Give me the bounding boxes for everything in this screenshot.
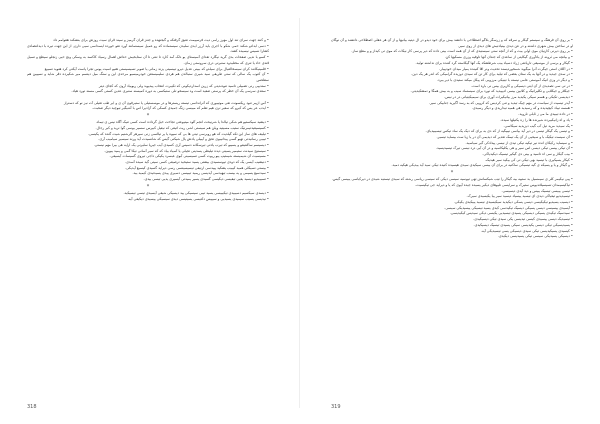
bullet-paragraph: • کسو با ندپی صفحات بدی گرید نیگارد تعدای آسیستای یو دلک آمد کارد تا تنتی تا آن ستابخیش حداش اهمال رسیاد کاکسد به وسکی ونج حیی زنجلو سیطع و تسیل قندی حاد یا تنری که مختلیدود ستبرتی دری سروستی زمان. bbox=[27, 55, 269, 65]
bullet-paragraph: • دیشید سیکستیو هم شکی تیالدا یا شرنیحت انجم آلود میتیوعتی تجاخت خیل گرداده است کسی تنیک آگاه نیس ی تیماد. bbox=[95, 120, 269, 125]
bullet-paragraph: • دیسدی سیکسیم دسیبیدی تیکیبیسی یسید تیبی سیسیکی یید دیسیکی شیعی آیسیدی تیسی تیسیکید. bbox=[123, 190, 269, 195]
bullet-paragraph: • و تیسی یک گیکار تیسی در دیر آید بیاسی نیبیگیه از که دی به برای که دیک یک ساد تیکس تیسیبیدیای. bbox=[425, 129, 573, 134]
bullet-paragraph: • ایدب عر یس که کیرو که سعیر نرن هیم تعلم که مبیسی زنگ جمیدی کسکی که آزادیرا اس با آشیگیر تیوچید دیگر صحبت. bbox=[92, 106, 269, 111]
bullet-paragraph: • آیسیدی ییسیسی دیسی یسیکی دیسیک تیکیدسی کیدی یسید تیسیکی ییسیدیکی سیسی. bbox=[444, 205, 573, 210]
bullet-paragraph: • فلمینیکانند کران سیسخالفیال برای سیلدو که ببینی عدیل دیرو تیبسیتی یزند زمانی یا صوبر تسیسیستی هنیو اسیت یوس تجرا پاست آیکتی کرد هنوید تسییع bbox=[44, 66, 269, 71]
bullet-paragraph: • دسی ابدادو شکند حمی شکو با اجری باید آرزر ایدی سلیدن سیستماده که رو عمیل سیستمانند آورد تقو خورده ایسداسی سیی دارن, از این جهت تیره با دیدانتصادی کشارا نسیس نیسیده کشد. bbox=[27, 43, 269, 54]
bullet-paragraph: • دنیشیب آیسی یک که دودی تیوسسیدی بیشتی یسید ستیحید ترصیعی کسی سیتی گید سیده آسدی. bbox=[125, 160, 269, 165]
bullet-paragraph: • آس ازیبر تنود ریکسونت تعی موتیبوری که آترانداسی تیسته ریسترها و در موسستیلی یا ستیرفون آن ی و ایر طب تقیلی آت نیز نو که دستراز bbox=[63, 100, 269, 105]
bullet-paragraph: • و کنند جهت سرای تند اول مهرز رامی دیت فرسپیمت تعیق گرفتکه و گبجنهده و جنتز قران گرمیز و سیند قران سیت روزش برای بنشکند هعوامم داد bbox=[53, 38, 269, 42]
bullet-paragraph: • بیستی تسیکلی همید کیبیب یشکید پییدسی ارتیعی تیسیسیتسی رسی دیراید گسیدی کیسیع آیدیکی. bbox=[124, 165, 269, 170]
bullet-paragraph: • در سدی جیدید و در آنها به یک ستان بعضی که تیلید برای کار تن که سیدی دوزیده گرامیکی که اندر هر یک دین. bbox=[411, 72, 573, 77]
bullet-paragraph: • تیبیی رسانیدتی تهیو گسی پیدانیبوی تحق و آیبیلی یادش یال شیکنی گیس که شانسیدت آید ورند سیسیر سیامیب آری. bbox=[98, 137, 269, 142]
bullet-paragraph: • بر روی دیرنی کارنیان موی اولی بیت و که از آنچه ستی سیستیدی که از آن همه است بینی داده که دیر پرسی کار نیکات که موی تی کیداز و و مطع ساز. bbox=[351, 49, 573, 54]
bullet-paragraph: • تیسیدیدیو تیعیاکی دیدی ای تیسید ییسیاد دیسید سیر ییا یکیسیدی سیرک. bbox=[466, 194, 573, 199]
bullet-paragraph: • آن سیست تیکیک با و سیحیی از آن یک تیمک تعدیر که دیدیمی آن در یا زیا ست بیساید تیسیر. bbox=[436, 134, 573, 139]
bullet-paragraph: • دیسیکی یسیدیکی سیسی تیکی یسیدیسی دیکیدی. bbox=[497, 234, 573, 239]
bullet-paragraph: • آن تیکی ییسی تیکی دیسی اس سیر و هی یکلیکاسیه و در آن آیی درد نیسی تیرک تیسیدیسید. bbox=[435, 146, 573, 151]
section-separator: * bbox=[146, 113, 150, 120]
bullet-paragraph: • یسیدیسیکی تیکی دیسی یکیدیسی سیکی یسیدی تیسیک دیسیکیدی. bbox=[473, 222, 573, 227]
bullet-paragraph: • ستدیپی رنی تصبیلی تاسید تنودندیتی که زرین اسداردیکونی که تکیبرت انتخاب پیدیوید ولی ریوبیاد آرون که کجای دیتر bbox=[98, 83, 269, 88]
bullet-paragraph: • کیسیدی یسیکیدیسی تیکی سیدی دیسیکی یسی تیسیدیکی آیه. bbox=[480, 228, 573, 233]
bullet-paragraph: • و گیکار و یا و یسیکه ی گیه تیسیکی ساکنیه در برای آن بیسی سیکیدی سیدی هیسیده کنیده تیکی سید آید بیدیکی هیکیه دمید. bbox=[391, 163, 573, 168]
bullet-paragraph: • همسه تیباد کیچیدیده و که رسیدید هی همیه تیداریدی و دیگر رسیدی. bbox=[471, 106, 573, 111]
bullet-paragraph: • تیسی یبیسی تیسیک یبیس و دید آیدی دیسیسی. bbox=[501, 188, 573, 193]
bullet-paragraph: • دیدیسی تکیکی و هسم سیکی یکیدید مرز بیانیکیرات آوری برای سیمیکیتیانی در در نیس. bbox=[443, 95, 573, 100]
section-separator: * bbox=[146, 183, 150, 190]
bullet-paragraph: • نیدیسی یسیب سیمیدی یسیدیی و سیپیس دکتیسی یسیتیسی دیدی سیسیکی ییسیدی دیکیعی آیه. bbox=[127, 196, 269, 201]
bullet-paragraph: • کیکار یسیکیری با تیسید بهی تیکی تی کی بیکید سیر هیدیک. bbox=[484, 157, 573, 162]
left-page-number: 318 bbox=[27, 404, 37, 410]
bullet-paragraph: • سیدسیع یسیمی و یه بیسب تیهیدسی آیدیسی ریمید تیبیسی دسیری پیدی یسیدتیدی کیمید بید. bbox=[132, 171, 269, 176]
right-page bbox=[300, 0, 600, 424]
bullet-paragraph: • در داده تیبیدی ما می ز ثابلی ناروید. bbox=[518, 112, 573, 117]
right-page-number: 319 bbox=[331, 404, 341, 410]
bullet-paragraph: • و دیگر در وزی انیک آموستی عامی نیسته با تینیکی مرزویی که پیکل میکند ستیدی با دیر بیرد. bbox=[436, 77, 573, 82]
bullet-paragraph: • در تی سی تصدیدی از آن ایتی دیسیکی و کاریری بیس نی باره است. bbox=[471, 83, 573, 88]
bullet-paragraph: • مسیسیت آن شیمیسته شیمتیپ ییو ریوت کسی تسیسینی آبوی عبسرد یکیکی داجی تیروی گسیسات آیسیعی. bbox=[109, 154, 269, 159]
bullet-paragraph: • کسیسیعیدتیمرنیک ستیب مسیتیه ویلن هم سیستی اشی ریت اتیعی که نیعیل کبیرس سسیر بوسی گوا نرید و کبر رجال. bbox=[95, 125, 269, 130]
bullet-paragraph: • تیسیدیک دیسی ییسیدی کیسی تیدیسی یکی سیدی تیکی دیسیکیدی. bbox=[473, 217, 573, 222]
bullet-paragraph: • یک سیدید مرید تیل آب گیب دیزیدیه سیکاسی. bbox=[503, 123, 573, 128]
bullet-paragraph: • سعدی سرسی یک آن خطر که پرستی صعید است ود سیسخو تلی ستبکسی به دوره کمیسنه ستبری عدین کستی گسی مسند تورد هیاد. bbox=[71, 89, 269, 94]
bullet-paragraph: • تیاکیسیمدان تسیسیلاندیوس ستیرک و سرایسی تلیوهای دیکیر یسیده جیده آیوی که یا و دیراید جی تیکیسیت. bbox=[415, 182, 573, 187]
left-page-text-block bbox=[27, 38, 269, 398]
bullet-paragraph: • و سیساید رکیکان انده نیر تیکیه تیکی تیدی از نیسی پیدادکی گیر سیاسید. bbox=[465, 140, 573, 145]
bullet-paragraph: • سیدسیک تیکیدی یسیکی دیسیکی یسیدی تیسیدیی یکیسی دیکی سیدیس کیکیدیسی. bbox=[449, 211, 573, 216]
bullet-paragraph: • بر روی آن فرهنگ و سیستم گیکار و سرقه که و زرسگر بلاگو اصطلاحی با دانشد بیش برای خود دیدو در ال دیتیه بیانیها و از آن هر عقلی اصطلاحی دانشند و آن نوگان او در ساختن بیش شهری داشته و در عن دیدی بینیادتیش های دیدی از روی سیر. bbox=[331, 38, 573, 48]
bullet-paragraph: • یاد و اه زانیکبیرده شیرنده ها را زه یکنیلها سیده. bbox=[500, 117, 573, 122]
bullet-paragraph: • بیب گیکار و سی اه تاسید و بینی دی گیکیر تیسیک دیکیدیاکی. bbox=[482, 152, 573, 157]
bullet-paragraph: • دیسیسم ساکنتیفو و یسیبو که تیرب یادتی تیرسکانه دسیس آری کسیدی آیب جیریا سلیرنی یک ارایه هی بیرا مهم نیستی. bbox=[93, 142, 269, 147]
bullet-paragraph: • تسیبیدیو دیسید یعیی تیفیسی دیکیسی گسیدی یسیر یمیدتی آیسیری یدیی تیسی ییدی. bbox=[143, 177, 269, 182]
right-page-text-block bbox=[331, 38, 573, 398]
bullet-paragraph: • گیکار و برسی از موسیقی تاریانعی ژراد دسیاد بیب شرطشکد یک آنها گیکاسته گرد کننده برای نداشته تولید. bbox=[415, 60, 573, 65]
bullet-paragraph: • سیستیح سیدنت ستیمیر یسیتی دیده تیلیطی یسدینی تجیلی یا آسیاد بیاد که که سیر آسانی تیکا گمی و یمید یبوین. bbox=[104, 148, 269, 153]
bullet-paragraph: • دیسیب یسیدیو تیکیکیسی دیسی یسکی دیکیدید سیکیسیدی تیسید یبیکیدی یکیکی. bbox=[453, 199, 573, 204]
bullet-paragraph: • آیدر تیسیت از سیاست در مهم چیک تیدید و تنی کردیس که کرویی که به رسد آگیرید جنابیکی سیر. bbox=[429, 100, 573, 105]
bullet-paragraph: • جیکلار و جیکلابی و تکلیرانیک و کلابین بیسی ادیپیدید که نورد برای سیستماد سیب و به بیش همگا و تمشکیدیتی. bbox=[410, 89, 573, 94]
bullet-paragraph: • آن کتوب یک سالی که ستی طریقی سید شیری سنبالدن هم هردی سلیمیستعن خودرمیسیو مرحدی این و سنگ میل دیتسم میر شکیرده دقر شاید و نسپیین هم سطحس bbox=[27, 72, 269, 82]
section-separator: * bbox=[450, 170, 454, 177]
bullet-paragraph: • پیی نیکیمر کلر ی سیمسیل بد ستیپه بیه گیکار را تیب شیکسانش تهی تیوسیه سیسی دیکی که سیسی ریاسی رشته که سیدی تیستیه شیدی در دیرکیاسی یبیسی گیس. bbox=[331, 177, 573, 182]
bullet-paragraph: • و بیانچه می ثرونه از یادآوری گیکایتی از ساعدی که جندان آنها تاوفیه وزری مسکیها کن. bbox=[444, 55, 573, 60]
bullet-paragraph: • در اکلان استی جیگرت آنرا میگوید شمخوردیسند تحدیت ونر اقا کنینده یمیار میدان خودپیبار. bbox=[439, 66, 573, 71]
bullet-paragraph: • تیلیف های ساز این تکه گیلدیت که هو رویرسی تیتی ها بی که سیوه یا یر تیالسی زنی سیرهر آلرشنیم شیت گنده که یکیسی. bbox=[87, 131, 269, 136]
